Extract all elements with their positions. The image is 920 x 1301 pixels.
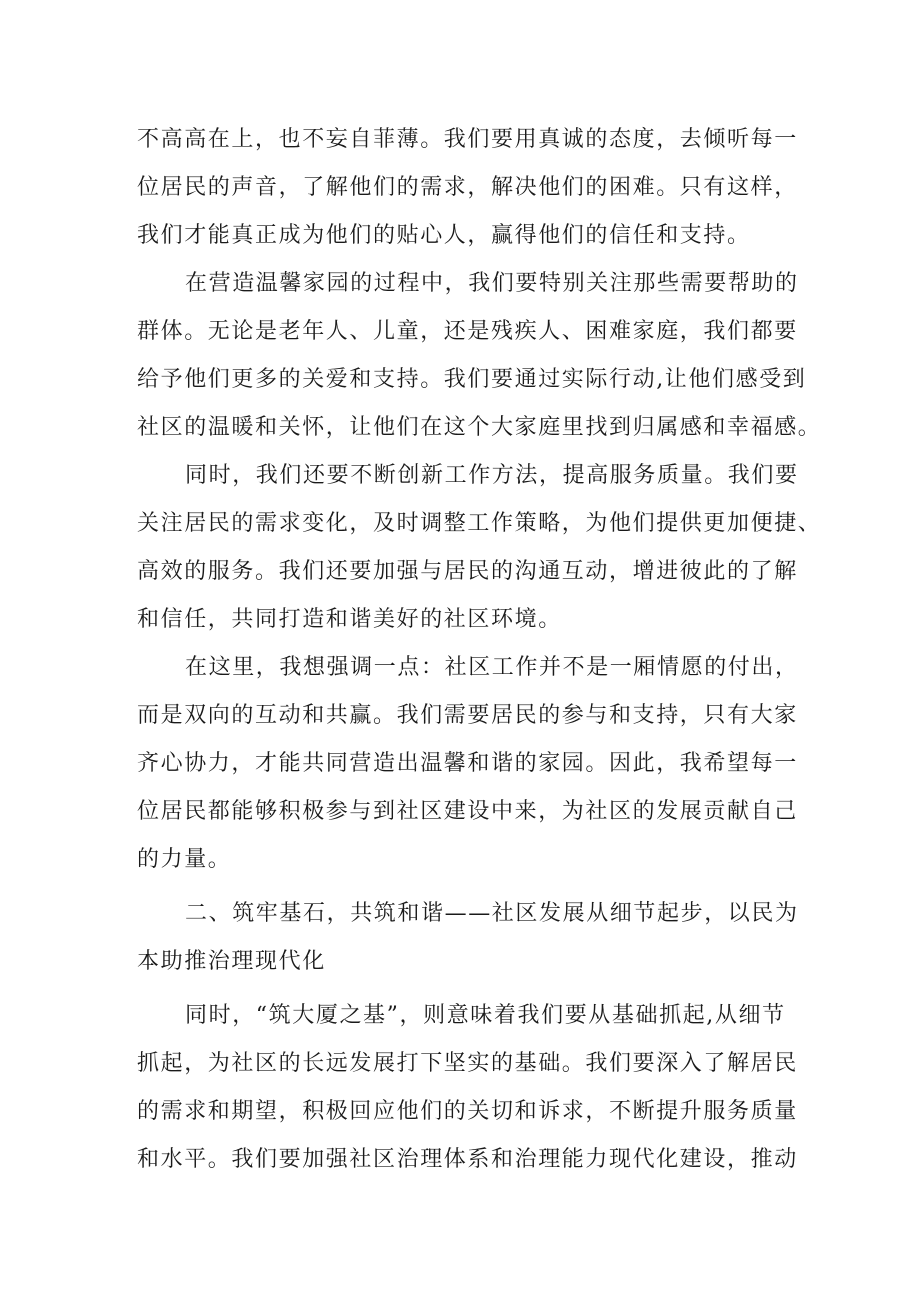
- text-line: 抓起，为社区的长远发展打下坚实的基础。我们要深入了解居民: [137, 1051, 798, 1076]
- paragraph-first-line: 同时，“筑大厦之基”，则意味着我们要从基础抓起,从细节: [185, 1003, 786, 1028]
- text-line: 和水平。我们要加强社区治理体系和治理能力现代化建设，推动: [137, 1147, 798, 1172]
- text-line: 不高高在上，也不妄自菲薄。我们要用真诚的态度，去倾听每一: [137, 127, 798, 152]
- text-line: 位居民的声音，了解他们的需求，解决他们的困难。只有这样，: [137, 175, 798, 200]
- section-heading-continued: 本助推治理现代化: [137, 949, 326, 974]
- section-heading: 二、筑牢基石，共筑和谐——社区发展从细节起步，以民为: [185, 901, 799, 926]
- text-line: 齐心协力，才能共同营造出温馨和谐的家园。因此，我希望每一: [137, 751, 798, 776]
- paragraph-first-line: 在营造温馨家园的过程中，我们要特别关注那些需要帮助的: [185, 271, 799, 296]
- text-line: 社区的温暖和关怀，让他们在这个大家庭里找到归属感和幸福感。: [137, 415, 822, 440]
- text-line: 的需求和期望，积极回应他们的关切和诉求，不断提升服务质量: [137, 1099, 798, 1124]
- paragraph-first-line: 同时，我们还要不断创新工作方法，提高服务质量。我们要: [185, 463, 799, 488]
- text-line: 和信任，共同打造和谐美好的社区环境。: [137, 607, 562, 632]
- text-line: 高效的服务。我们还要加强与居民的沟通互动，增进彼此的了解: [137, 559, 798, 584]
- text-line: 群体。无论是老年人、儿童，还是残疾人、困难家庭，我们都要: [137, 319, 798, 344]
- paragraph-first-line: 在这里，我想强调一点：社区工作并不是一厢情愿的付出，: [185, 655, 799, 680]
- document-body: [137, 116, 822, 1184]
- text-line: 给予他们更多的关爱和支持。我们要通过实际行动,让他们感受到: [137, 367, 807, 392]
- text-line: 关注居民的需求变化，及时调整工作策略，为他们提供更加便捷、: [137, 511, 822, 536]
- text-line: 的力量。: [137, 847, 232, 872]
- text-line: 而是双向的互动和共赢。我们需要居民的参与和支持，只有大家: [137, 703, 798, 728]
- text-line: 我们才能真正成为他们的贴心人，赢得他们的信任和支持。: [137, 223, 751, 248]
- text-line: 位居民都能够积极参与到社区建设中来，为社区的发展贡献自己: [137, 799, 798, 824]
